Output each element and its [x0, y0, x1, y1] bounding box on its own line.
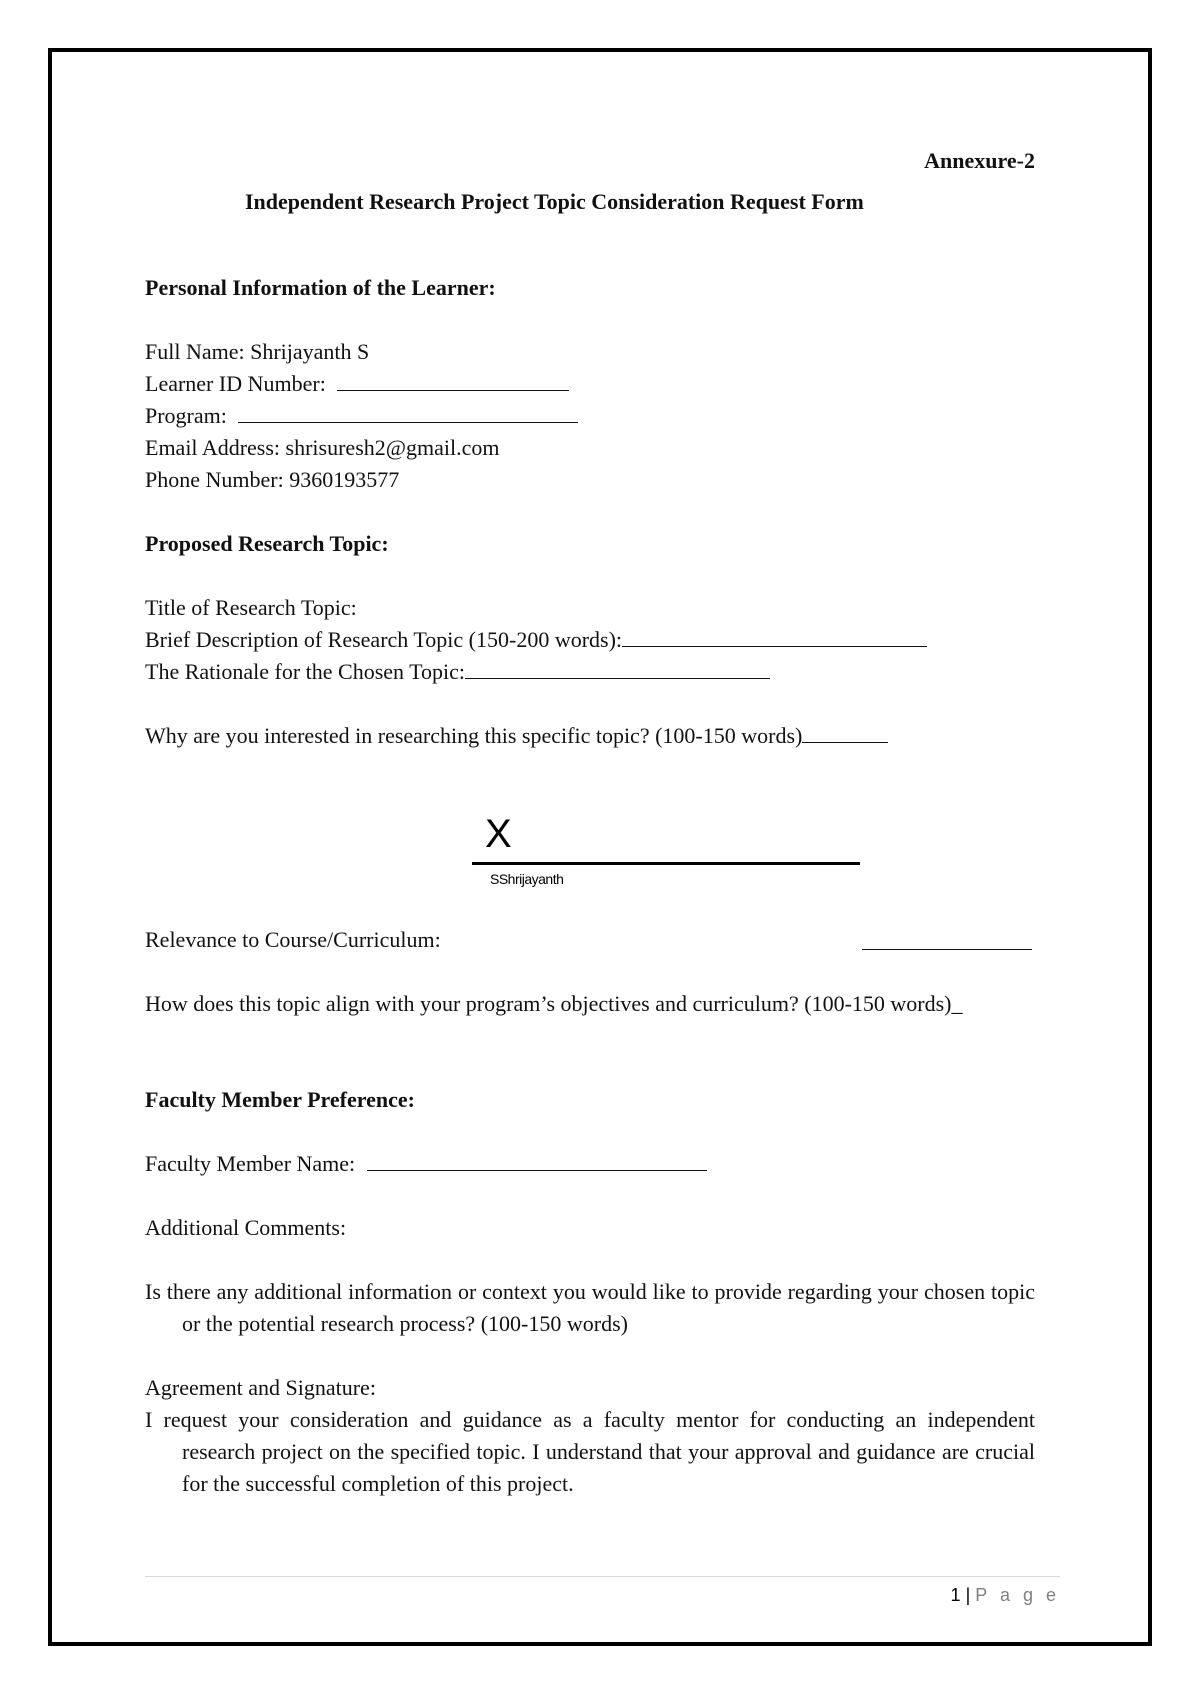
faculty-name-row: [145, 1148, 707, 1180]
relevance-blank[interactable]: [862, 927, 1032, 950]
description-label: Brief Description of Research Topic (150-200 words):: [145, 627, 623, 652]
email-field: Email Address: shrisuresh2@gmail.com: [145, 435, 500, 460]
relevance-label: Relevance to Course/Curriculum:: [145, 927, 441, 952]
description-blank[interactable]: [622, 624, 927, 647]
full-name-field: Full Name: Shrijayanth S: [145, 339, 370, 364]
faculty-name-blank[interactable]: [367, 1148, 707, 1171]
agreement-text: I request your consideration and guidance as a faculty mentor for conducting an independent research project on the specified topic. I understand that your approval and guidance are crucial for the successful completion of this project.: [145, 1407, 1035, 1496]
personal-info-heading: Personal Information of the Learner:: [145, 275, 496, 300]
page-word: P a g e: [975, 1585, 1060, 1605]
annexure-label: Annexure-2: [924, 148, 1035, 173]
rationale-blank[interactable]: [465, 656, 770, 679]
signature-line[interactable]: [472, 862, 860, 865]
rationale-row: [145, 656, 770, 688]
program-label: Program:: [145, 403, 227, 428]
page-footer: [951, 1584, 1060, 1606]
program-blank[interactable]: [238, 400, 578, 423]
agreement-label: Agreement and Signature:: [145, 1375, 376, 1400]
faculty-heading: Faculty Member Preference:: [145, 1087, 415, 1112]
learner-id-label: Learner ID Number:: [145, 371, 326, 396]
signature-name: SShrijayanth: [490, 871, 564, 887]
faculty-name-label: Faculty Member Name:: [145, 1151, 356, 1176]
footer-rule: [145, 1576, 1060, 1577]
footer-separator: |: [965, 1585, 971, 1605]
learner-id-blank[interactable]: [337, 368, 569, 391]
interest-question: Why are you interested in researching this specific topic? (100-150 words): [145, 723, 803, 748]
comments-question: Is there any additional information or context you would like to provide regarding your chosen topic or the potential research process? (100-150 words): [145, 1279, 1035, 1336]
topic-title-label: Title of Research Topic:: [145, 595, 357, 620]
relevance-question: How does this topic align with your program’s objectives and curriculum? (100-150 words)_: [145, 991, 963, 1016]
research-topic-heading: Proposed Research Topic:: [145, 531, 389, 556]
signature-x-mark: X: [485, 812, 512, 856]
learner-id-row: [145, 368, 569, 400]
form-title: Independent Research Project Topic Consideration Request Form: [245, 189, 864, 214]
interest-blank[interactable]: [802, 720, 888, 743]
phone-field: Phone Number: 9360193577: [145, 467, 400, 492]
description-row: [145, 624, 927, 656]
program-row: [145, 400, 578, 432]
interest-row: [145, 720, 888, 752]
comments-label: Additional Comments:: [145, 1215, 347, 1240]
page-number: 1: [950, 1585, 961, 1605]
rationale-label: The Rationale for the Chosen Topic:: [145, 659, 466, 684]
